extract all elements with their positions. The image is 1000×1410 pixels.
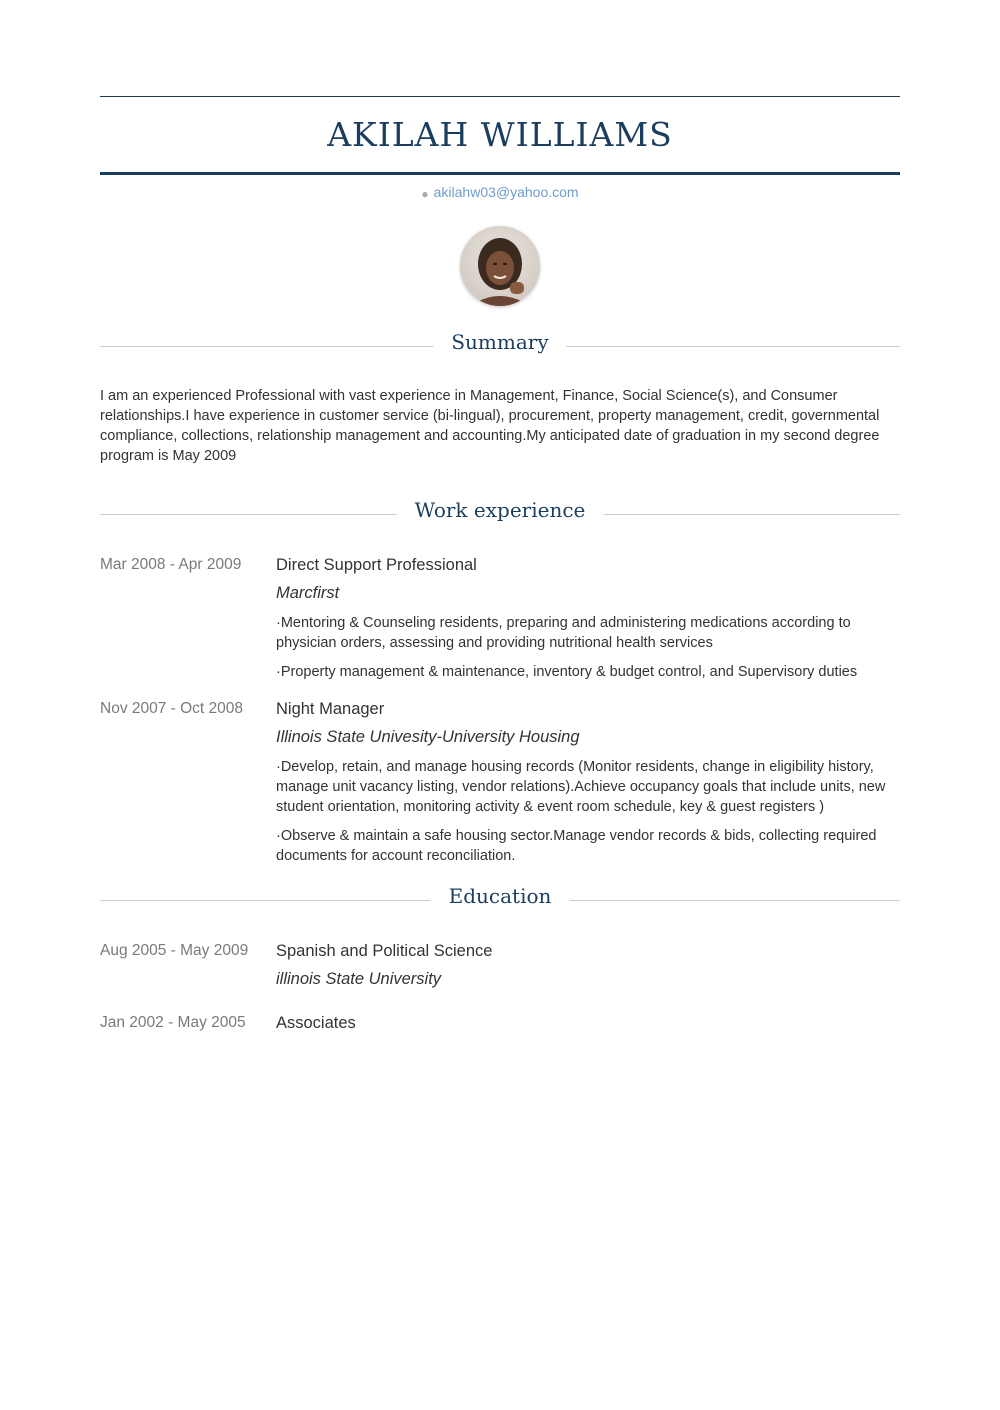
entry-org: Marcfirst: [276, 584, 340, 602]
work-header: [100, 496, 900, 526]
entry-dates: Jan 2002 - May 2005: [100, 1014, 246, 1031]
entry-dates: Nov 2007 - Oct 2008: [100, 700, 244, 717]
profile-photo: [460, 226, 540, 306]
resume-page: [100, 96, 900, 1050]
education-entry: [100, 1012, 900, 1034]
work-entries: [100, 554, 900, 866]
bullet-icon: ●: [421, 187, 429, 201]
entry-description: ·Develop, retain, and manage housing records (Monitor residents, change in eligibility history, manage unit vacancy listing, vendor relations).Achieve occupancy goals that include units, new student orientation, monitoring activity & event room schedule, key & guest registers ): [276, 759, 886, 815]
entry-dates: Aug 2005 - May 2009: [100, 942, 249, 959]
candidate-name: AKILAH WILLIAMS: [327, 115, 673, 154]
name-underline: [100, 172, 900, 175]
education-header: [100, 882, 900, 912]
entry-description: ·Observe & maintain a safe housing sector.Manage vendor records & bids, collecting required documents for account reconciliation.: [276, 828, 877, 864]
photo-wrapper: [100, 226, 900, 306]
entry-institution: illinois State University: [276, 970, 442, 988]
email-link[interactable]: akilahw03@yahoo.com: [433, 184, 579, 200]
entry-degree: Spanish and Political Science: [276, 942, 493, 960]
top-rule: [100, 96, 900, 97]
education-entries: [100, 940, 900, 1034]
contact-line: [100, 183, 900, 202]
entry-dates: Mar 2008 - Apr 2009: [100, 556, 242, 573]
summary-text: I am an experienced Professional with vast experience in Management, Finance, Social Science(s), and Consumer relationships.I have experience in customer service (bi-lingual), procurement, property management, credit, governmental compliance, collections, relationship management and accounting.My anticipated date of graduation in my second degree program is May 2009: [100, 388, 880, 464]
education-entry: [100, 940, 900, 990]
work-entry: [100, 554, 900, 682]
portrait-icon: [460, 226, 540, 306]
entry-role: Direct Support Professional: [276, 556, 477, 574]
entry-org: Illinois State Univesity-University Housing: [276, 728, 580, 746]
entry-description: ·Mentoring & Counseling residents, preparing and administering medications according to physician orders, assessing and providing nutritional health services: [276, 615, 851, 651]
summary-header: [100, 328, 900, 358]
section-title: Education: [431, 882, 570, 910]
section-title: Work experience: [397, 496, 604, 524]
section-title: Summary: [433, 328, 566, 356]
work-entry: [100, 698, 900, 866]
entry-degree: Associates: [276, 1014, 356, 1032]
entry-role: Night Manager: [276, 700, 385, 718]
entry-description: ·Property management & maintenance, inventory & budget control, and Supervisory duties: [276, 664, 858, 680]
